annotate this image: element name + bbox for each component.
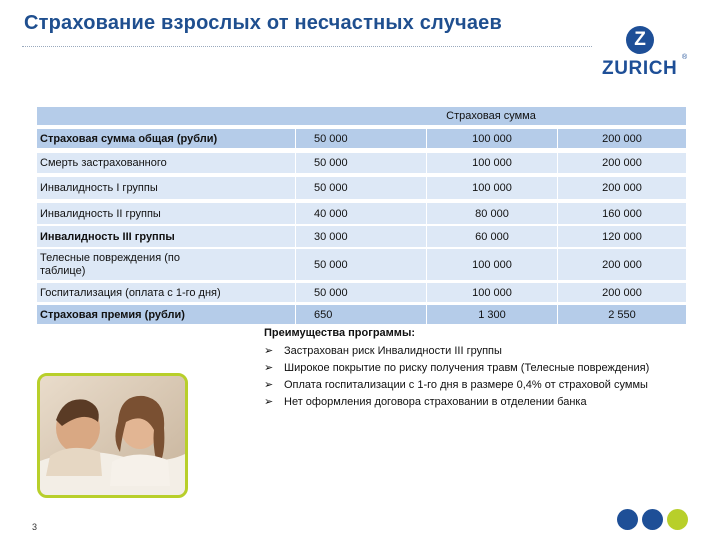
row-label: Инвалидность III группы (40, 230, 175, 243)
zurich-logo (600, 22, 696, 84)
couple-illustration (40, 376, 185, 495)
table-row (37, 129, 686, 148)
table-row (37, 153, 686, 173)
row-label: Страховая премия (рубли) (40, 308, 185, 321)
value-200k: 200 000 (602, 132, 642, 145)
advantages-title: Преимущества программы: (264, 327, 415, 339)
row-label: Инвалидность II группы (40, 207, 161, 220)
advantage-text: Широкое покрытие по риску получения травм (Телесные повреждения) (284, 361, 650, 374)
table-row (37, 203, 686, 224)
advantage-item (264, 359, 704, 376)
value-200k: 160 000 (602, 207, 642, 220)
value-50k: 40 000 (314, 207, 348, 220)
value-100k: 100 000 (472, 157, 512, 169)
value-50k: 650 (314, 308, 333, 321)
page-number: 3 (32, 522, 38, 532)
bullet-arrow-icon: ➢ (264, 379, 274, 391)
value-50k: 50 000 (314, 286, 348, 299)
value-100k: 60 000 (475, 230, 509, 243)
advantages-list (264, 342, 704, 410)
table-row (37, 305, 686, 324)
page-title: Страхование взрослых от несчастных случаев (24, 12, 502, 34)
value-200k: 200 000 (602, 286, 642, 299)
bullet-arrow-icon: ➢ (264, 345, 274, 357)
row-label: Страховая сумма общая (рубли) (40, 132, 218, 145)
row-label: Смерть застрахованного (40, 157, 167, 169)
brand-name: ZURICH (602, 58, 678, 79)
row-label: Инвалидность I группы (40, 182, 158, 194)
table-row (37, 283, 686, 302)
value-200k: 2 550 (608, 308, 636, 321)
value-100k: 100 000 (472, 258, 512, 271)
table-row (37, 226, 686, 247)
advantages-block (264, 327, 704, 410)
table-header-row (37, 107, 686, 125)
value-100k: 100 000 (472, 286, 512, 299)
row-label: Госпитализация (оплата с 1-го дня) (40, 286, 221, 299)
advantage-text: Застрахован риск Инвалидности III группы (284, 344, 502, 357)
value-200k: 200 000 (602, 258, 642, 271)
value-50k: 50 000 (314, 258, 348, 271)
table-header-label: Страховая сумма (446, 110, 536, 122)
decor-dot-blue-1 (617, 509, 638, 530)
advantage-item (264, 342, 704, 359)
advantage-text: Оплата госпитализации с 1-го дня в размере 0,4% от страховой суммы (284, 378, 648, 391)
row-label: Телесные повреждения (по таблице) (40, 251, 180, 277)
value-100k: 100 000 (472, 132, 512, 145)
bullet-arrow-icon: ➢ (264, 362, 274, 374)
advantage-item (264, 376, 704, 393)
decor-dot-blue-2 (642, 509, 663, 530)
bullet-arrow-icon: ➢ (264, 396, 274, 408)
advantage-text: Нет оформления договора страховании в отделении банка (284, 395, 587, 408)
table-row (37, 249, 686, 280)
value-200k: 200 000 (602, 182, 642, 194)
zurich-z-icon (626, 26, 654, 54)
title-divider (22, 46, 592, 47)
value-100k: 80 000 (475, 207, 509, 220)
decor-dot-green (667, 509, 688, 530)
value-100k: 100 000 (472, 182, 512, 194)
value-200k: 120 000 (602, 230, 642, 243)
advantage-item (264, 393, 704, 410)
couple-photo (37, 373, 188, 498)
registered-mark: ® (682, 54, 688, 61)
value-50k: 30 000 (314, 230, 348, 243)
value-50k: 50 000 (314, 132, 348, 145)
value-100k: 1 300 (478, 308, 506, 321)
table-row (37, 177, 686, 199)
value-200k: 200 000 (602, 157, 642, 169)
value-50k: 50 000 (314, 157, 348, 169)
value-50k: 50 000 (314, 182, 348, 194)
